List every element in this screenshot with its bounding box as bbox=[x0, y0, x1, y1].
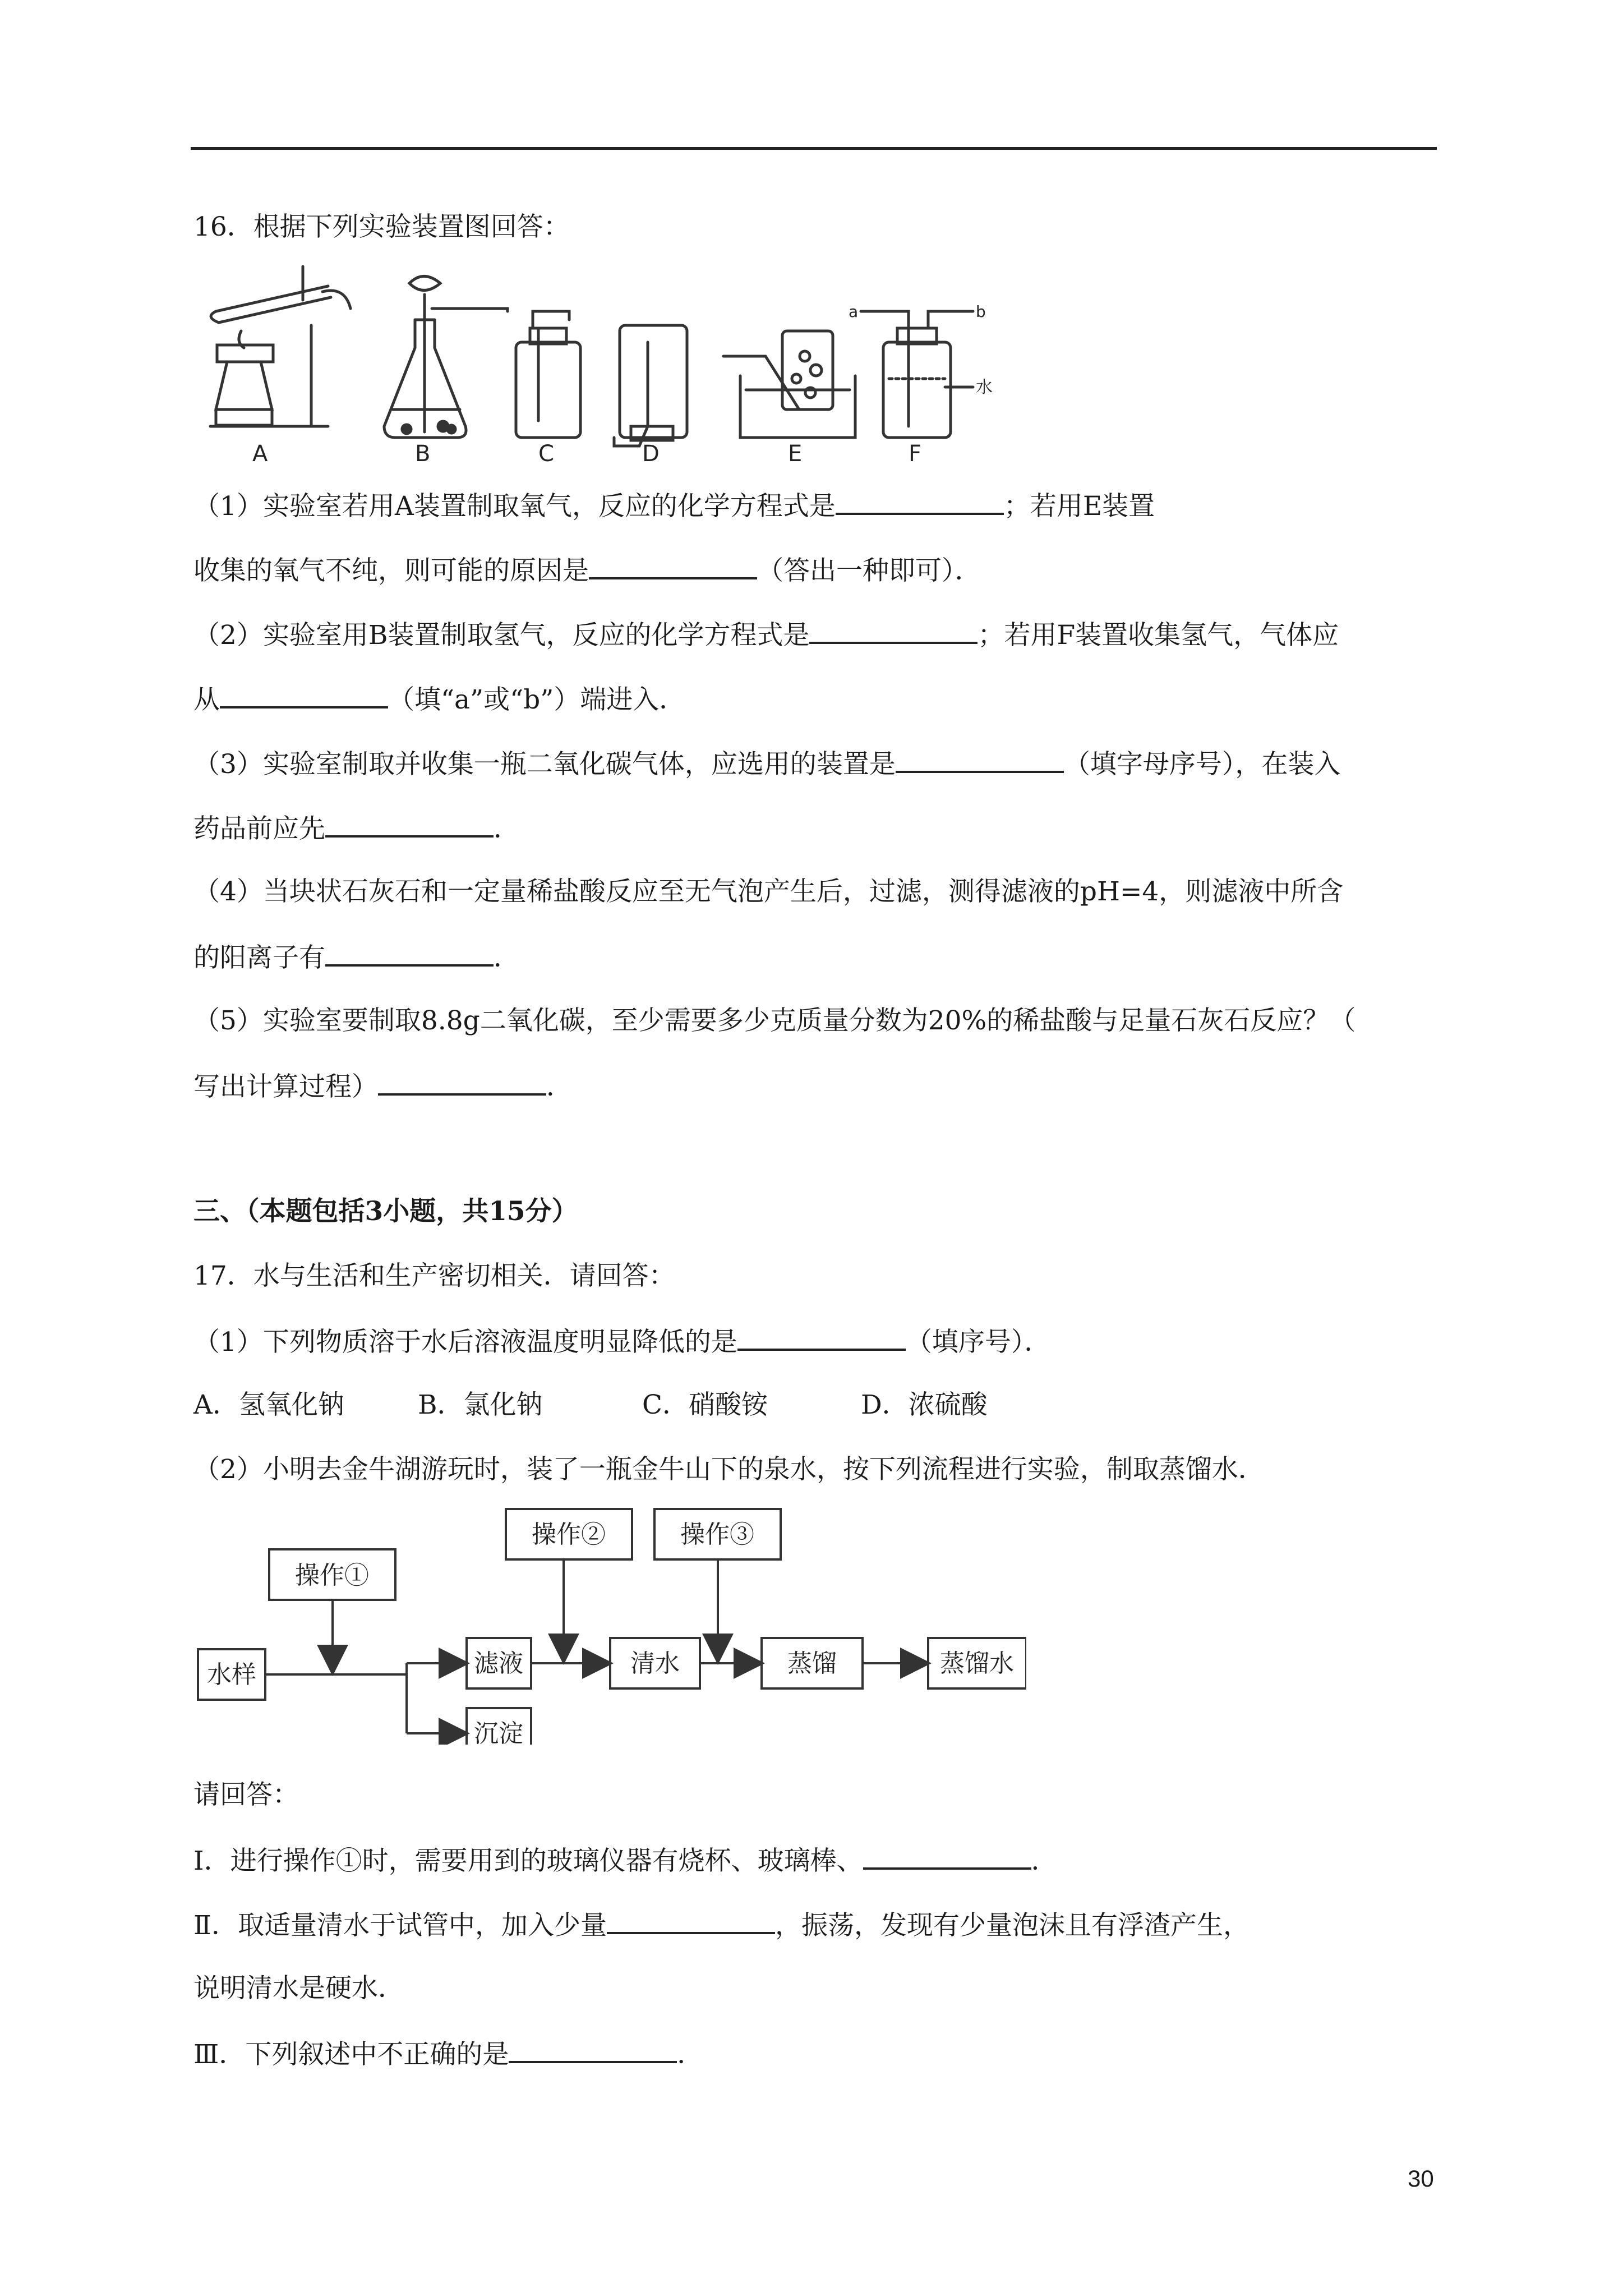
q17-part1: （1）下列物质溶于水后溶液温度明显降低的是 （填序号）． bbox=[193, 1324, 1050, 1359]
option-a: A．氢氧化钠 bbox=[193, 1389, 344, 1420]
q17-sub-ii-line2: 说明清水是硬水． bbox=[193, 1973, 404, 2004]
q16-part1-line2: 收集的氧气不纯，则可能的原因是 （答出一种即可）． bbox=[193, 553, 981, 588]
q17-sub-iii: Ⅲ．下列叙述中不正确的是 ． bbox=[193, 2036, 703, 2072]
option-b: B．氯化钠 bbox=[418, 1389, 543, 1420]
text-clear-water: 清水 bbox=[630, 1649, 680, 1678]
q17-sub-ii-line1: Ⅱ．取适量清水于试管中，加入少量 ，振荡，发现有少量泡沫且有浮渣产生， bbox=[193, 1907, 1249, 1943]
label-f: F bbox=[909, 441, 922, 466]
answer-blank[interactable] bbox=[607, 1907, 775, 1934]
label-e: E bbox=[788, 441, 803, 466]
text-precipitate: 沉淀 bbox=[474, 1719, 523, 1745]
q16-part3-line1: （3）实验室制取并收集一瓶二氧化碳气体，应选用的装置是 （填字母序号），在装入 bbox=[193, 746, 1340, 781]
text-distillation: 蒸馏 bbox=[787, 1649, 837, 1678]
apparatus-figure bbox=[193, 258, 1052, 466]
option-c: C．硝酸铵 bbox=[642, 1389, 768, 1420]
q17-part2: （2）小明去金牛湖游玩时，装了一瓶金牛山下的泉水，按下列流程进行实验，制取蒸馏水． bbox=[193, 1454, 1265, 1485]
answer-blank[interactable] bbox=[220, 682, 388, 708]
q16-part3-line2: 药品前应先 ． bbox=[193, 811, 520, 846]
q16-part2-line2: 从 （填“a”或“b”）端进入． bbox=[193, 682, 685, 717]
answer-blank[interactable] bbox=[589, 553, 757, 579]
section-3-heading: 三、（本题包括3小题，共15分） bbox=[193, 1196, 578, 1227]
label-port-b: b bbox=[976, 302, 986, 321]
answer-blank[interactable] bbox=[325, 811, 494, 838]
flow-diagram bbox=[193, 1503, 1026, 1745]
page-number: 30 bbox=[1408, 2165, 1434, 2192]
label-b: B bbox=[415, 441, 431, 466]
text-distilled-water: 蒸馏水 bbox=[940, 1649, 1014, 1678]
answer-blank[interactable] bbox=[325, 940, 494, 967]
answer-blank[interactable] bbox=[737, 1324, 906, 1351]
q17-options bbox=[193, 1388, 988, 1422]
answer-blank[interactable] bbox=[863, 1843, 1031, 1870]
label-port-a: a bbox=[849, 302, 859, 321]
q17-please-answer: 请回答： bbox=[193, 1779, 299, 1810]
text-operation-3: 操作③ bbox=[680, 1520, 754, 1549]
label-a: A bbox=[252, 441, 268, 466]
q16-part5-line2: 写出计算过程） ． bbox=[193, 1069, 573, 1104]
answer-blank[interactable] bbox=[896, 746, 1064, 773]
answer-blank[interactable] bbox=[809, 617, 978, 644]
label-d: D bbox=[642, 441, 660, 466]
q16-part4-line2: 的阳离子有 ． bbox=[193, 940, 520, 975]
question-16-title: 16．根据下列实验装置图回答： bbox=[193, 211, 570, 242]
option-d: D．浓硫酸 bbox=[861, 1389, 988, 1420]
q16-part1-line1: （1）实验室若用A装置制取氧气，反应的化学方程式是 ；若用E装置 bbox=[193, 488, 1155, 523]
label-water: 水 bbox=[976, 378, 993, 397]
answer-blank[interactable] bbox=[378, 1069, 546, 1096]
answer-blank[interactable] bbox=[836, 488, 1004, 515]
text-operation-2: 操作② bbox=[532, 1520, 606, 1549]
text-filtrate: 滤液 bbox=[474, 1649, 523, 1678]
text-water-sample: 水样 bbox=[207, 1660, 256, 1689]
q16-part2-line1: （2）实验室用B装置制取氢气，反应的化学方程式是 ；若用F装置收集氢气，气体应 bbox=[193, 617, 1339, 652]
q16-part5-line1: （5）实验室要制取8.8g二氧化碳，至少需要多少克质量分数为20%的稀盐酸与足量石灰石反应？（ bbox=[193, 1005, 1356, 1036]
answer-blank[interactable] bbox=[509, 2036, 677, 2063]
text-operation-1: 操作① bbox=[295, 1561, 369, 1590]
q16-part4-line1: （4）当块状石灰石和一定量稀盐酸反应至无气泡产生后，过滤，测得滤液的pH=4，则滤液中所含 bbox=[193, 876, 1344, 907]
q17-sub-i: Ⅰ．进行操作①时，需要用到的玻璃仪器有烧杯、玻璃棒、 ． bbox=[193, 1843, 1058, 1878]
header-rule bbox=[191, 147, 1437, 150]
question-17-title: 17．水与生活和生产密切相关．请回答： bbox=[193, 1260, 675, 1291]
label-c: C bbox=[538, 441, 554, 466]
